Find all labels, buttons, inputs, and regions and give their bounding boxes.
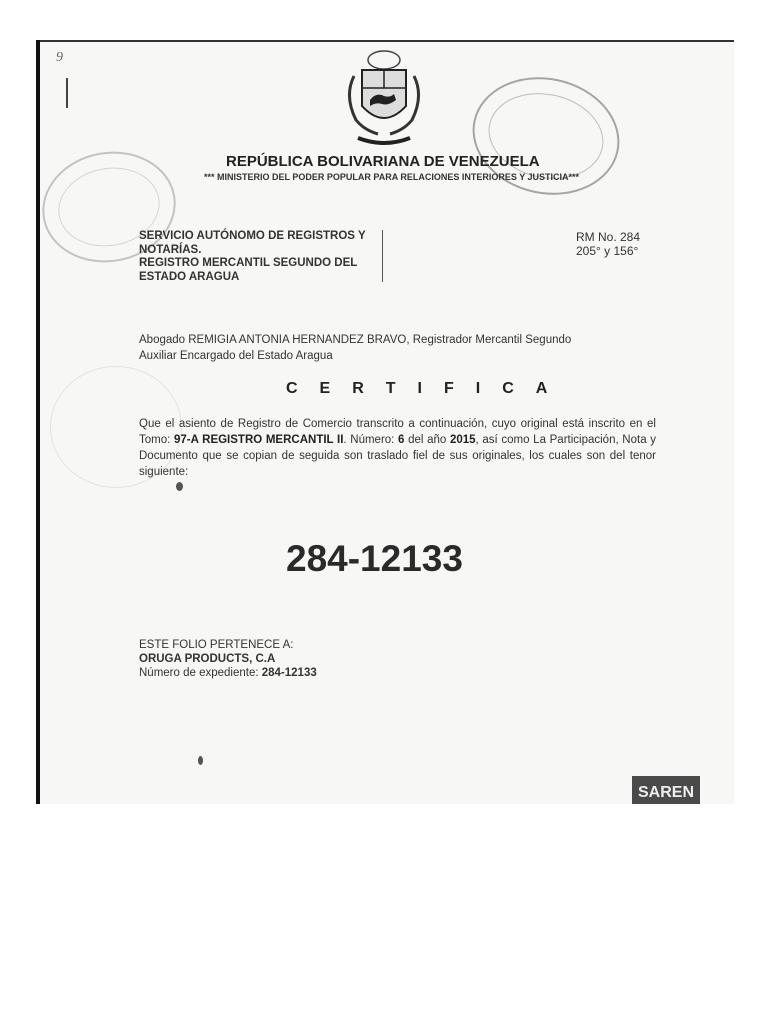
rm-number: RM No. 284 bbox=[576, 230, 641, 244]
folio-owner bbox=[139, 638, 317, 680]
para-part-1: Que el asiento de Registro de Comercio transcrito a continuación, cuyo original está inscrito en el Tomo: bbox=[139, 418, 656, 446]
expediente-line bbox=[139, 666, 317, 680]
ink-speck bbox=[176, 482, 183, 491]
document-title: REPÚBLICA BOLIVARIANA DE VENEZUELA bbox=[226, 153, 540, 170]
ink-speck bbox=[198, 756, 203, 765]
numero-value: 6 bbox=[398, 434, 405, 446]
para-part-3: del año bbox=[404, 434, 450, 446]
scanned-document bbox=[36, 40, 734, 804]
expediente-number-large: 284-12133 bbox=[286, 538, 463, 579]
office-line-4: ESTADO ARAGUA bbox=[139, 270, 240, 283]
scan-edge-top bbox=[36, 40, 734, 42]
scan-edge-left bbox=[36, 40, 40, 804]
anio-value: 2015 bbox=[449, 434, 476, 446]
office-line-3: REGISTRO MERCANTIL SEGUNDO DEL bbox=[139, 257, 358, 269]
folio-label: ESTE FOLIO PERTENECE A: bbox=[139, 639, 294, 651]
expediente-value: 284-12133 bbox=[261, 667, 317, 679]
registrar-line-2: Auxiliar Encargado del Estado Aragua bbox=[139, 350, 333, 362]
corner-handwritten-mark: 9 bbox=[56, 50, 63, 65]
office-line-2: NOTARÍAS. bbox=[139, 243, 202, 256]
certifica-heading: CERTIFICA bbox=[286, 380, 570, 397]
para-part-4: , así como La Participación, Nota y Documento que se copian de seguida son traslado fiel de sus originales, los cuales son del tenor siguiente: bbox=[139, 434, 657, 478]
company-name: ORUGA PRODUCTS, C.A bbox=[139, 653, 276, 665]
ministry-subtitle: *** MINISTERIO DEL PODER POPULAR PARA RELACIONES INTERIORES Y JUSTICIA*** bbox=[204, 172, 580, 182]
ministry-stamp-right bbox=[462, 64, 631, 208]
para-part-2: . Número: bbox=[343, 434, 399, 446]
tomo-value: 97-A REGISTRO MERCANTIL II bbox=[173, 434, 344, 446]
margin-tick bbox=[66, 78, 68, 108]
header-divider bbox=[382, 230, 383, 282]
expediente-label: Número de expediente: bbox=[139, 667, 262, 679]
registrar-line-1: Abogado REMIGIA ANTONIA HERNANDEZ BRAVO, Registrador Mercantil Segundo bbox=[139, 334, 572, 346]
registrar-statement bbox=[139, 332, 619, 364]
registry-office bbox=[139, 230, 379, 284]
saren-logo: SAREN bbox=[632, 776, 700, 804]
office-line-1: SERVICIO AUTÓNOMO DE REGISTROS Y bbox=[139, 230, 366, 242]
coat-of-arms-icon bbox=[326, 46, 442, 154]
registry-reference bbox=[576, 230, 640, 258]
rm-years: 205° y 156° bbox=[576, 244, 639, 258]
certification-paragraph bbox=[139, 416, 656, 480]
